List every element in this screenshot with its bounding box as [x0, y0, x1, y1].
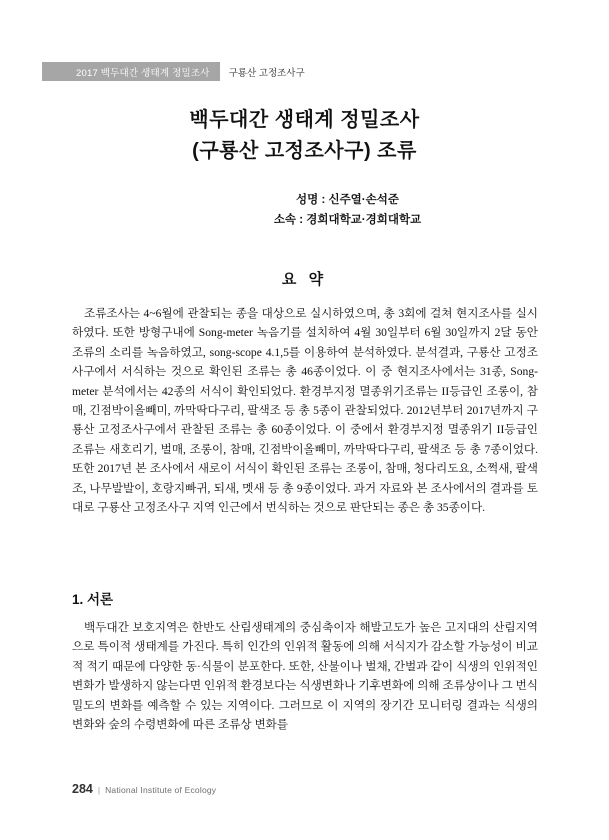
footer-separator: | [97, 785, 101, 795]
footer-institute-name: National Institute of Ecology [105, 785, 217, 795]
section-1-body [72, 618, 538, 734]
author-names: 성명 : 신주열·손석준 [296, 194, 399, 206]
section-1-heading: 1. 서론 [72, 592, 114, 607]
author-block [0, 190, 609, 230]
abstract-heading: 요 약 [281, 271, 328, 288]
running-header [42, 62, 567, 81]
abstract-body [72, 304, 538, 517]
footer-page-number: 284 [72, 782, 93, 796]
page-footer [72, 782, 216, 796]
section-1-paragraph: 백두대간 보호지역은 한반도 산림생태계의 중심축이자 해발고도가 높은 고지대의 산림지역으로 특이적 생태계를 가진다. 특히 인간의 인위적 활동에 의해 서식지가 감소할 가능성이 비교적 적기 때문에 다양한 동·식물이 분포한다. 또한, 산불이나 벌채, 간벌과 같이 식생의 인위적인 변화가 발생하지 않는다면 인위적 환경보다는 식생변화나 기후변화에 의해 조류상이나 그 번식밀도의 변화를 예측할 수 있는 지역이다. 그러므로 이 지역의 장기간 모니터링 결과는 식생의 변화와 숲의 수령변화에 따른 조류상 변화를 [72, 621, 538, 732]
author-affiliations: 소속 : 경희대학교·경희대학교 [273, 214, 422, 226]
header-series-tag: 2017 백두대간 생태계 정밀조사 [42, 62, 220, 81]
abstract-paragraph: 조류조사는 4~6월에 관찰되는 종을 대상으로 실시하였으며, 총 3회에 걸쳐 현지조사를 실시하였다. 또한 방형구내에 Song-meter 녹음기를 설치하여 4월 30일부터 6월 30일까지 2달 동안 조류의 소리를 녹음하였고, song-scope 4.1,5를 이용하여 분석하였다. 분석결과, 구룡산 고정조사구에서 서식하는 것으로 확인된 조류는 총 46종이었다. 이 중 현지조사에서는 31종, Song-meter 분석에서는 42종의 서식이 확인되었다. 환경부지정 멸종위기조류는 II등급인 조롱이, 참매, 긴점박이올빼미, 까막딱다구리, 팔색조 등 총 5종이 관찰되었다. 2012년부터 2017년까지 구룡산 고정조사구에서 관찰된 조류는 총 60종이었다. 이 중에서 환경부지정 멸종위기 II등급인 조류는 새호리기, 벌매, 조롱이, 참매, 긴점박이올빼미, 까막딱다구리, 팔색조 등 총 7종이었다. 또한 2017년 본 조사에서 새로이 서식이 확인된 조류는 조롱이, 참매, 청다리도요, 소쩍새, 팔색조, 나무발발이, 호랑지빠귀, 되새, 멧새 등 총 9종이었다. 과거 자료와 본 조사에서의 결과를 토대로 구룡산 고정조사구 지역 인근에서 번식하는 것으로 판단되는 종은 총 35종이다. [72, 307, 538, 515]
page-title [0, 105, 609, 167]
title-line-1: 백두대간 생태계 정밀조사 [189, 109, 420, 131]
title-line-2: (구룡산 고정조사구) 조류 [192, 140, 417, 162]
header-site-name: 구룡산 고정조사구 [228, 67, 305, 79]
